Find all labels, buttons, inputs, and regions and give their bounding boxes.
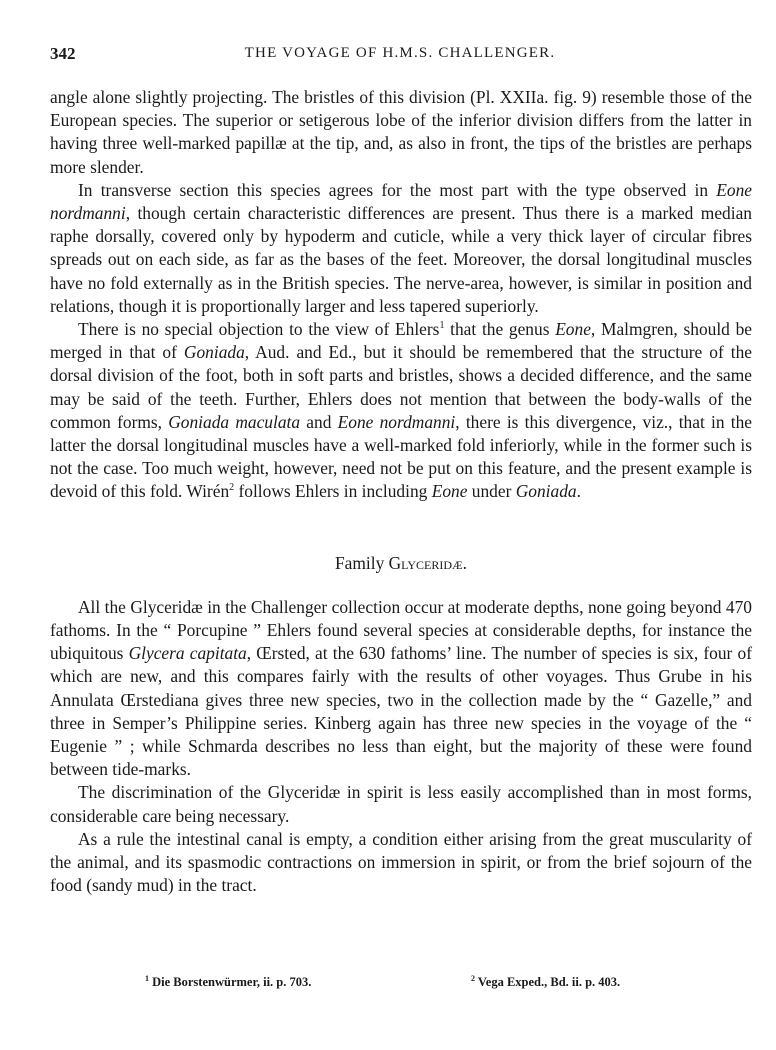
paragraph-continuation: angle alone slightly projecting. The bristles of this division (Pl. XXIIa. fig. 9) resemble those of the European species. The superior or setigerous lobe of the inferior division differs from the latter in having three well-marked papillæ at the tip, and, as also in front, the tips of the bristles are perhaps more slender.: [50, 87, 752, 177]
page-header: [50, 44, 750, 68]
footnote-ref-1: 1: [439, 320, 445, 332]
section-heading: Family Glyceridæ.: [335, 552, 467, 573]
running-head: THE VOYAGE OF H.M.S. CHALLENGER.: [244, 45, 556, 61]
page-number: 342: [50, 44, 76, 63]
body-text: [50, 86, 752, 898]
paragraph-intestinal-canal: As a rule the intestinal canal is empty, a condition either arising from the great muscularity of the animal, and its spasmodic contractions on immersion in spirit, or from the brief sojourn of the food (sandy mud) in the tract.: [50, 828, 752, 896]
footnote-2: $^2$ Vega Exped., Bd. ii. p. 403.: [471, 973, 621, 989]
footnote-1: $^1$ Die Borstenwürmer, ii. p. 703.: [145, 973, 312, 989]
paragraph-transverse-section: In transverse section this species agrees for the most part with the type observed in Eone nordmanni, though certain characteristic differences are present. Thus there is a marked median raphe dorsally, covered only by hypoderm and cuticle, while a very thick layer of circular fibres spreads out on each side, as far as the bases of the feet. Moreover, the dorsal longitudinal muscles have no fold externally as in the British species. The nerve-area, however, is similar in position and relations, though it is proportionally larger and less tapered superiorly.: [50, 179, 752, 316]
paragraph-ehlers-objection: There is no special objection to the view of Ehlers$^1$ that the genus Eone, Malmgren, should be merged in that of Goniada, Aud. and Ed., but it should be remembered that the structure of the dorsal division of the foot, both in soft parts and bristles, shows a decided difference, and the same may be said of the teeth. Further, Ehlers does not mention that between the body-walls of the common forms, Goniada maculata and Eone nordmanni, there is this divergence, viz., that in the latter the dorsal longitudinal muscles have a well-marked fold inferiorly, while in the former such is not the case. Too much weight, however, need not be put on this feature, and the present example is devoid of this fold. Wirén$^2$ follows Ehlers in including Eone under Goniada.: [50, 319, 753, 502]
paragraph-glyceridae-depths: All the Glyceridæ in the Challenger collection occur at moderate depths, none going beyond 470 fathoms. In the “ Porcupine ” Ehlers found several species at considerable depths, for instance the ubiquitous Glycera capitata, Œrsted, at the 630 fathoms’ line. The number of species is six, four of which are new, and this compares fairly with the results of other voyages. Thus Grube in his Annulata Œrstediana gives three new species, two in the collection made by the “ Gazelle,” and three in Semper’s Philippine series. Kinberg again has three new species in the voyage of the “ Eugenie ” ; while Schmarda describes no less than eight, but the majority of these were found between tide-marks.: [50, 596, 752, 780]
footnote-ref-2: 2: [229, 482, 235, 494]
paragraph-discrimination: The discrimination of the Glyceridæ in spirit is less easily accomplished than in most forms, considerable care being necessary.: [50, 782, 752, 826]
